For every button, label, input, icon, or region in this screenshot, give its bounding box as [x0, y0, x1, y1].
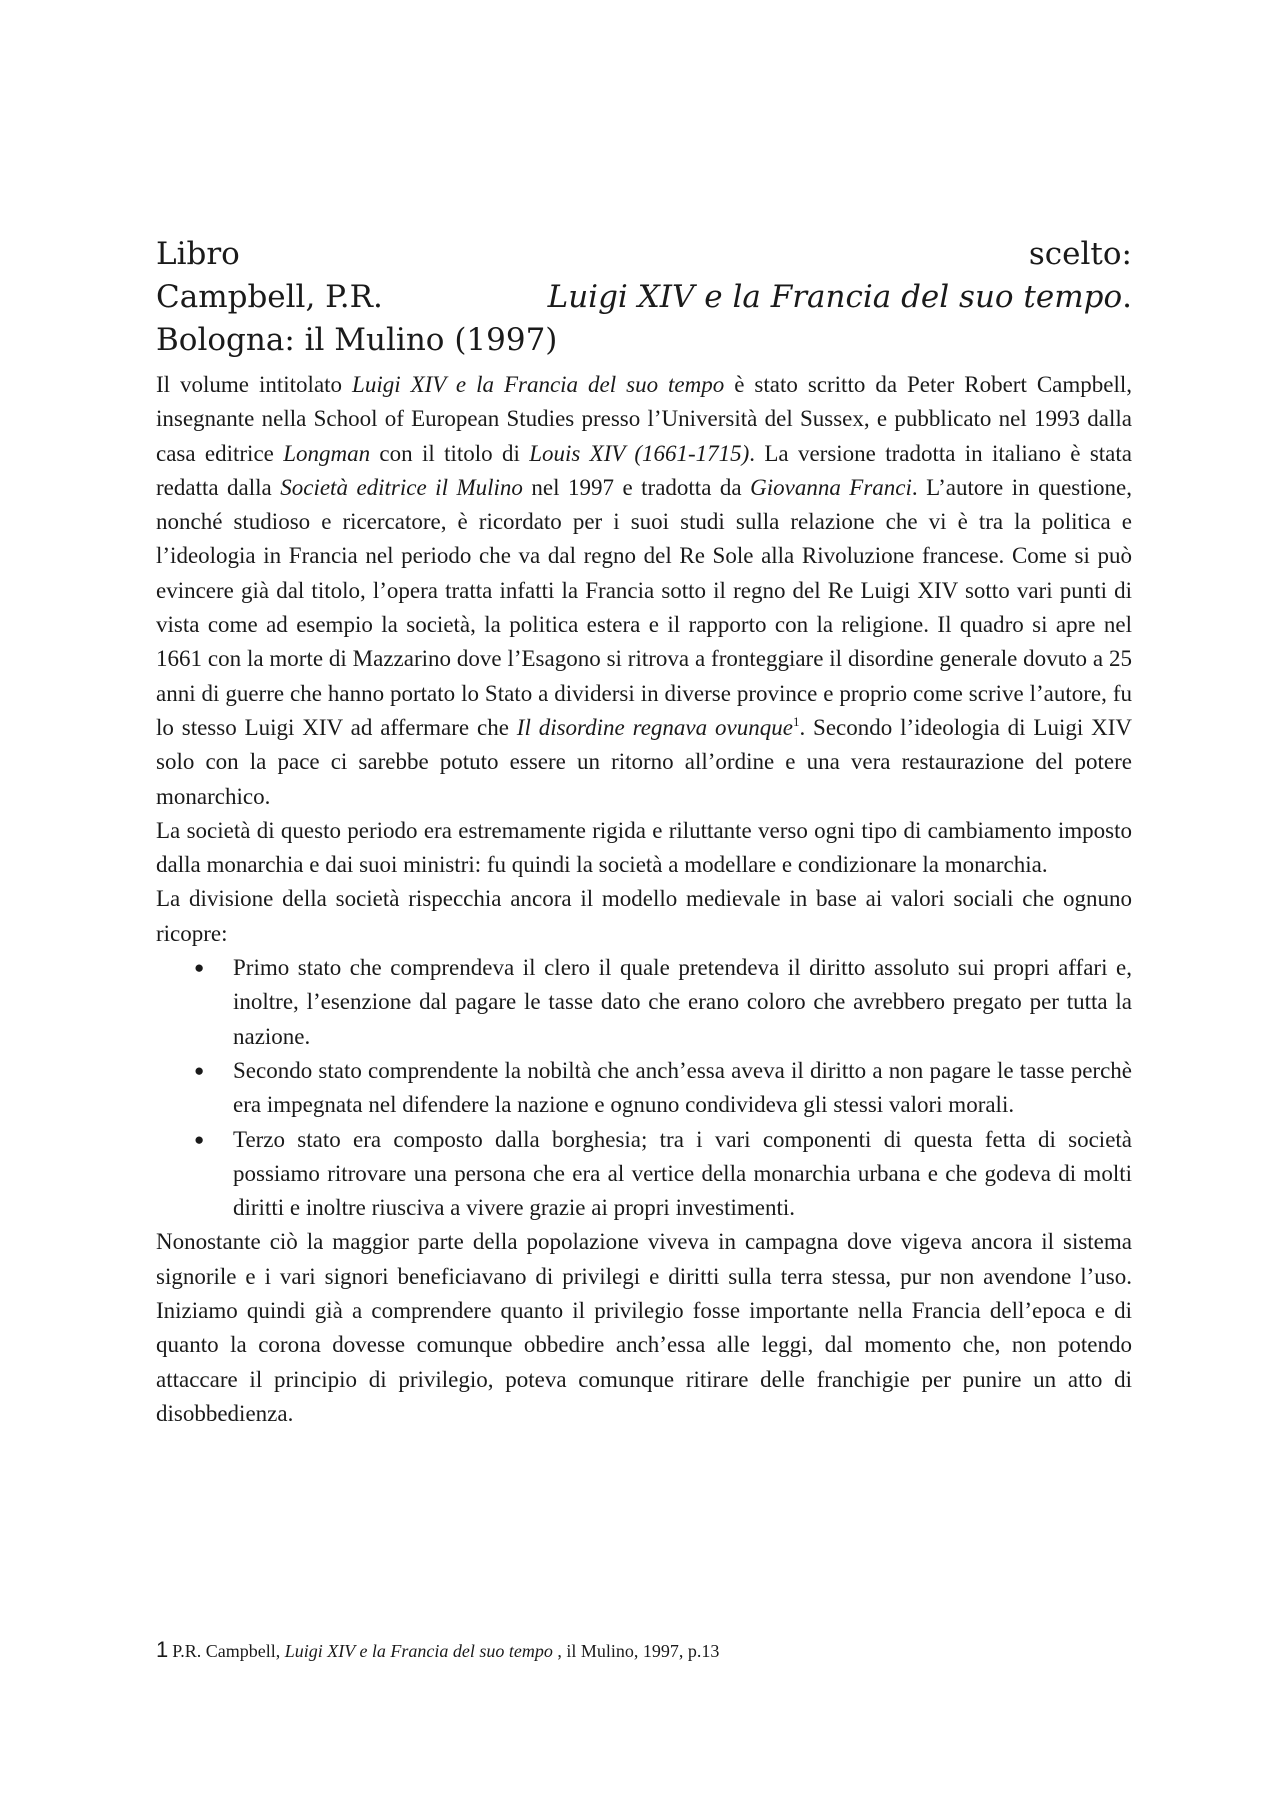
text-run: Il volume intitolato	[156, 372, 353, 397]
title-line-2	[156, 276, 1132, 319]
italic-italian-publisher: Società editrice il Mulino	[280, 474, 523, 500]
italic-translator: Giovanna Franci	[750, 474, 912, 500]
list-item-text: Secondo stato comprendente la nobiltà che anch’essa aveva il diritto a non pagare le tasse perchè era impegnata nel difendere la nazione e ognuno condivideva gli stessi valori morali.	[233, 1057, 1132, 1118]
title-line-1	[156, 233, 1132, 276]
list-item	[194, 1123, 1132, 1226]
text-run: nel 1997 e tradotta da	[522, 474, 751, 500]
title-publisher: Bologna: il Mulino (1997)	[156, 322, 558, 358]
text-run: . L’autore in questione, nonché studioso e ricercatore, è ricordato per i suoi studi sulla relazione che vi è tra la politica e l’ideologia in Francia nel periodo che va dal regno del Re Sole alla Rivoluzione francese. Come si può evincere già dal titolo, l’opera tratta infatti la Francia sotto il regno del Re Luigi XIV sotto vari punti di vista come ad esempio la società, la politica estera e il rapporto con la religione. Il quadro si apre nel 1661 con la morte di Mazzarino dove l’Esagono si ritrova a fronteggiare il disordine generale dovuto a 25 anni di guerre che hanno portato lo Stato a dividersi in diverse province e proprio come scrive l’autore, fu lo stesso Luigi XIV ad affermare che	[156, 474, 1132, 740]
footnote-text: P.R. Campbell,	[172, 1641, 285, 1661]
document-title	[156, 233, 1132, 362]
paragraph-countryside: Nonostante ciò la maggior parte della popolazione viveva in campagna dove vigeva ancora il sistema signorile e i vari signori beneficiavano di privilegi e diritti sulla terra stessa, pur non avendone l’uso. Iniziamo quindi già a comprendere quanto il privilegio fosse importante nella Francia dell’epoca e di quanto la corona dovesse comunque obbedire anch’essa alle leggi, dal momento che, non potendo attaccare il principio di privilegio, poteva comunque ritirare delle franchigie per punire un atto di disobbedienza.	[156, 1229, 1132, 1426]
text-run: . La versione tradotta in italiano è stata redatta dalla	[156, 440, 1132, 500]
italic-publisher: Longman	[283, 440, 371, 466]
bullet-icon: ●	[194, 1060, 205, 1080]
list-item	[194, 951, 1132, 1054]
italic-original-title: Louis XIV (1661-1715)	[529, 440, 750, 466]
footnote-number: 1	[156, 1637, 169, 1662]
title-book-dot: .	[1122, 279, 1132, 315]
document-page	[156, 233, 1132, 1431]
title-book	[548, 276, 1132, 319]
bullet-icon: ●	[194, 958, 205, 978]
title-book-name: Luigi XIV e la Francia del suo tempo	[547, 279, 1123, 315]
list-item-text: Primo stato che comprendeva il clero il quale pretendeva il diritto assoluto sui propri affari e, inoltre, l’esenzione dal pagare le tasse dato che erano coloro che avrebbero pregato per tutta la nazione.	[233, 955, 1132, 1049]
estates-list	[156, 951, 1132, 1225]
title-author: Campbell, P.R.	[156, 279, 383, 315]
list-item	[194, 1054, 1132, 1123]
title-word-scelto: scelto:	[1028, 236, 1132, 272]
text-run: con il titolo di	[370, 440, 530, 466]
text-run: è stato scritto da Peter Robert Campbell, insegnante nella School of European Studies presso l’Università del Sussex, e pubblicato nel 1993 dalla casa editrice	[156, 372, 1132, 466]
list-item-text: Terzo stato era composto dalla borghesia; tra i vari componenti di questa fetta di società possiamo ritrovare una persona che era al vertice della monarchia urbana e che godeva di molti diritti e inoltre riusciva a vivere grazie ai propri investimenti.	[233, 1126, 1132, 1221]
paragraph-division: La divisione della società rispecchia ancora il modello medievale in base ai valori sociali che ognuno ricopre:	[156, 886, 1132, 946]
paragraph-intro	[156, 368, 1132, 814]
paragraph-society: La società di questo periodo era estremamente rigida e riluttante verso ogni tipo di cambiamento imposto dalla monarchia e dai suoi ministri: fu quindi la società a modellare e condizionare la monarchia.	[156, 817, 1132, 878]
footnote-reference[interactable]: 1	[792, 713, 800, 729]
footnote-text: , il Mulino, 1997, p.13	[552, 1641, 720, 1661]
italic-quote: Il disordine regnava ovunque	[516, 714, 793, 740]
title-word-libro: Libro	[156, 236, 240, 272]
bullet-icon: ●	[194, 1129, 205, 1149]
footnote	[156, 1638, 1132, 1663]
footnote-italic-title: Luigi XIV e la Francia del suo tempo	[284, 1641, 553, 1661]
italic-book-title: Luigi XIV e la Francia del suo tempo	[352, 372, 725, 397]
text-run: . Secondo l’ideologia di Luigi XIV solo con la pace ci sarebbe potuto essere un ritorno all’ordine e una vera restaurazione del potere monarchico.	[156, 714, 1132, 809]
